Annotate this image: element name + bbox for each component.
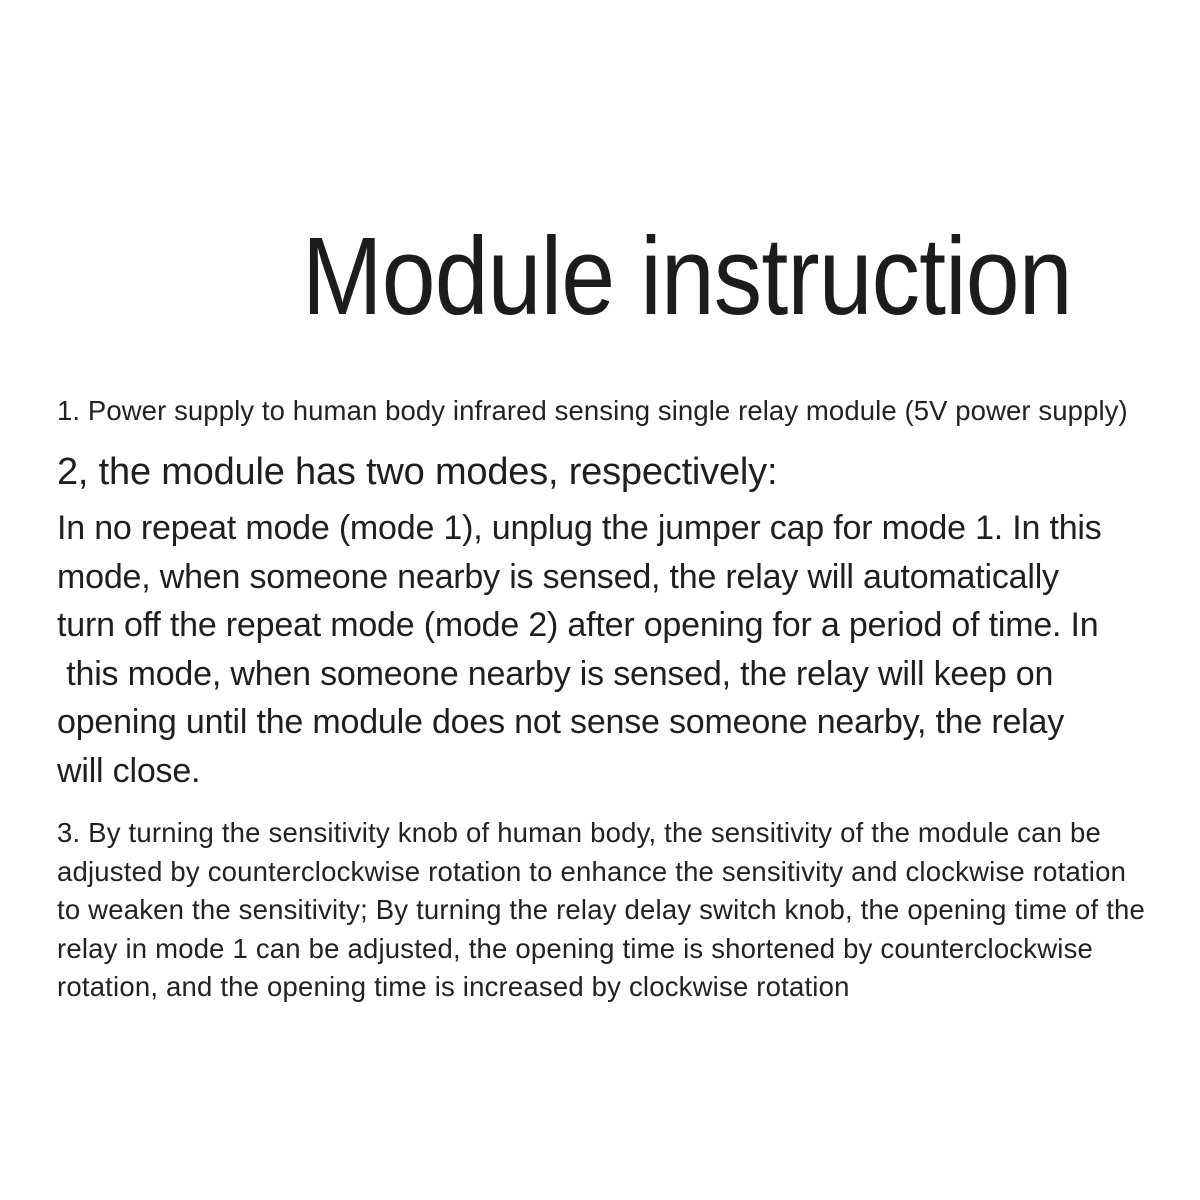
- item3-line-5: rotation, and the opening time is increased by clockwise rotation: [57, 971, 850, 1003]
- body-line-3: turn off the repeat mode (mode 2) after opening for a period of time. In: [57, 606, 1099, 645]
- body-line-5: opening until the module does not sense someone nearby, the relay: [57, 703, 1065, 742]
- instruction-item-2-body: [57, 504, 1102, 796]
- page-title: Module instruction: [302, 215, 1072, 338]
- instruction-item-1: 1. Power supply to human body infrared sensing single relay module (5V power supply): [57, 395, 1128, 426]
- item3-line-3: to weaken the sensitivity; By turning the relay delay switch knob, the opening time of the: [57, 894, 1146, 926]
- item3-line-4: relay in mode 1 can be adjusted, the opening time is shortened by counterclockwise: [57, 932, 1094, 964]
- body-line-1: In no repeat mode (mode 1), unplug the jumper cap for mode 1. In this: [57, 509, 1102, 547]
- instruction-item-3: [57, 814, 1145, 1007]
- instruction-item-2-heading: 2, the module has two modes, respectively:: [57, 451, 778, 493]
- body-line-6: will close.: [57, 751, 201, 790]
- body-line-4: this mode, when someone nearby is sensed, the relay will keep on: [57, 654, 1054, 693]
- item3-line-2: adjusted by counterclockwise rotation to enhance the sensitivity and clockwise rotation: [57, 855, 1127, 887]
- item3-line-1: 3. By turning the sensitivity knob of human body, the sensitivity of the module can be: [57, 817, 1101, 848]
- body-line-2: mode, when someone nearby is sensed, the relay will automatically: [57, 557, 1059, 596]
